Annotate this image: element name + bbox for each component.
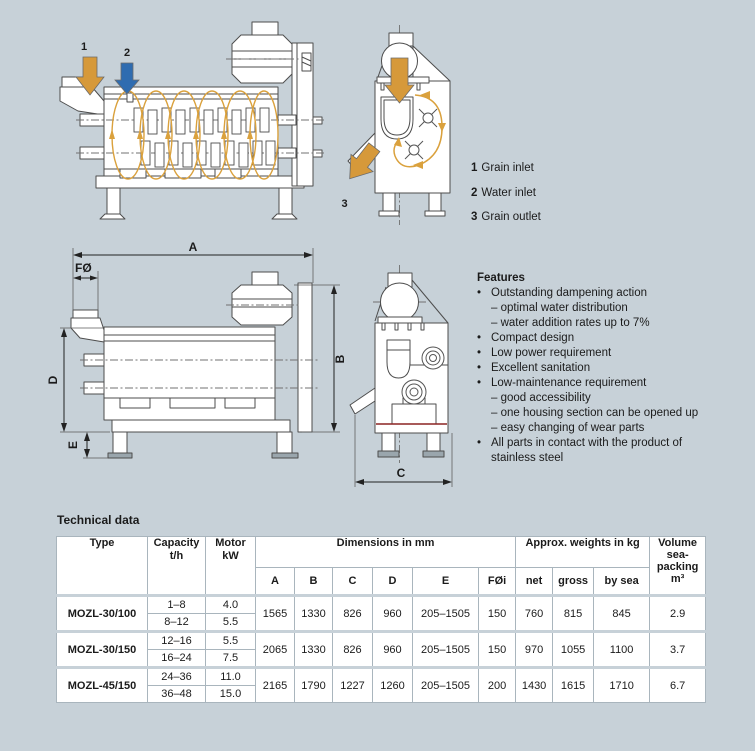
col-header-type: Type <box>57 537 148 596</box>
bullet-icon: • <box>477 362 482 374</box>
feature-item: • Outstanding dampening action <box>477 287 647 299</box>
side-view-illustration <box>50 13 348 228</box>
technical-data-table <box>56 536 706 703</box>
dim-label-b: B <box>333 354 347 364</box>
cell-dim-a: 1565 <box>256 596 295 632</box>
end-view-illustration <box>335 13 480 228</box>
features-section <box>477 271 717 466</box>
cell-bysea: 1710 <box>594 668 650 703</box>
cell-capacity: 24–36 <box>148 668 206 686</box>
feature-item: • Excellent sanitation <box>477 362 591 374</box>
motor-pedestal <box>252 22 278 35</box>
cell-dim-fo: 150 <box>479 596 516 632</box>
feature-subitem: – one housing section can be opened up <box>491 407 699 419</box>
bullet-icon: • <box>477 287 482 299</box>
table-group <box>57 632 706 668</box>
table-row <box>57 596 706 614</box>
cell-dim-d: 960 <box>373 596 413 632</box>
feature-item: • All parts in contact with the product of stainless steel <box>477 437 683 464</box>
feature-subitem: – easy changing of wear parts <box>491 422 645 434</box>
table-row <box>57 668 706 686</box>
water-pipe-stub <box>127 93 133 102</box>
cell-bysea: 845 <box>594 596 650 632</box>
cell-net: 1430 <box>516 668 553 703</box>
technical-data-table-wrap <box>56 536 706 703</box>
col-header-dim-d: D <box>373 568 413 596</box>
cell-dim-fo: 150 <box>479 632 516 668</box>
bullet-icon: • <box>477 437 482 449</box>
legend-num: 3 <box>471 211 478 223</box>
dimension-end-view <box>335 255 480 490</box>
feature-item: • Low-maintenance requirement <box>477 377 647 389</box>
cell-capacity: 12–16 <box>148 632 206 650</box>
col-header-dim-fo: FØi <box>479 568 516 596</box>
cell-motor: 15.0 <box>206 686 256 703</box>
cell-capacity: 8–12 <box>148 614 206 632</box>
cell-volume: 6.7 <box>650 668 706 703</box>
table-group <box>57 596 706 632</box>
cell-gross: 1055 <box>553 632 594 668</box>
legend-num: 2 <box>471 186 478 199</box>
legend <box>471 162 541 236</box>
cell-motor: 5.5 <box>206 614 256 632</box>
legend-item <box>471 162 541 174</box>
arrow-label-1: 1 <box>80 41 88 53</box>
cell-volume: 3.7 <box>650 632 706 668</box>
cell-gross: 815 <box>553 596 594 632</box>
cell-dim-a: 2065 <box>256 632 295 668</box>
cell-dim-e: 205–1505 <box>413 596 479 632</box>
col-header-weights: Approx. weights in kg <box>516 537 650 568</box>
cell-dim-d: 960 <box>373 632 413 668</box>
cell-dim-fo: 200 <box>479 668 516 703</box>
legend-num: 1 <box>471 162 478 174</box>
cell-capacity: 1–8 <box>148 596 206 614</box>
cell-capacity: 36–48 <box>148 686 206 703</box>
col-header-dim-a: A <box>256 568 295 596</box>
col-header-motor: Motor kW <box>206 537 256 596</box>
legend-item <box>471 211 541 223</box>
cell-type: MOZL-30/150 <box>57 632 148 668</box>
table-group <box>57 668 706 703</box>
arrow-label-3: 3 <box>341 198 348 210</box>
cell-dim-e: 205–1505 <box>413 668 479 703</box>
cell-dim-c: 1227 <box>333 668 373 703</box>
cell-dim-b: 1330 <box>295 632 333 668</box>
bullet-icon: • <box>477 332 482 344</box>
cell-dim-c: 826 <box>333 596 373 632</box>
arrow-label-2: 2 <box>123 47 131 59</box>
dim-label-e: E <box>66 440 80 450</box>
feature-item: • Low power requirement <box>477 347 612 359</box>
col-header-dim-b: B <box>295 568 333 596</box>
legend-label: Water inlet <box>481 186 536 199</box>
feature-item: • Compact design <box>477 332 575 344</box>
cell-gross: 1615 <box>553 668 594 703</box>
col-header-dimensions: Dimensions in mm <box>256 537 516 568</box>
cell-dim-a: 2165 <box>256 668 295 703</box>
feature-subitem: – optimal water distribution <box>491 302 628 314</box>
legend-item <box>471 187 541 199</box>
cell-type: MOZL-45/150 <box>57 668 148 703</box>
cell-dim-c: 826 <box>333 632 373 668</box>
col-header-dim-e: E <box>413 568 479 596</box>
cell-motor: 5.5 <box>206 632 256 650</box>
dim-label-d: D <box>46 375 60 385</box>
dim-label-fo: FØ <box>75 261 92 275</box>
col-header-bysea: by sea <box>594 568 650 596</box>
cell-motor: 11.0 <box>206 668 256 686</box>
col-header-gross: gross <box>553 568 594 596</box>
cell-type: MOZL-30/100 <box>57 596 148 632</box>
legend-label: Grain inlet <box>481 162 534 174</box>
col-header-volume: Volume sea- packing m³ <box>650 537 706 596</box>
cell-motor: 4.0 <box>206 596 256 614</box>
cell-dim-b: 1330 <box>295 596 333 632</box>
cell-volume: 2.9 <box>650 596 706 632</box>
cell-dim-e: 205–1505 <box>413 632 479 668</box>
feed-funnel <box>387 340 410 350</box>
legend-label: Grain outlet <box>481 211 541 223</box>
feed-funnel <box>381 97 413 139</box>
col-header-net: net <box>516 568 553 596</box>
discharge-chute <box>350 388 375 414</box>
cell-motor: 7.5 <box>206 650 256 668</box>
feature-subitem: – good accessibility <box>491 392 591 404</box>
cell-dim-d: 1260 <box>373 668 413 703</box>
col-header-dim-c: C <box>333 568 373 596</box>
cell-bysea: 1100 <box>594 632 650 668</box>
col-header-capacity: Capacity t/h <box>148 537 206 596</box>
features-title: Features <box>477 272 525 284</box>
dim-label-a: A <box>188 240 198 254</box>
dimension-side-view <box>46 238 350 478</box>
feature-subitem: – water addition rates up to 7% <box>491 317 650 329</box>
bullet-icon: • <box>477 377 482 389</box>
bullet-icon: • <box>477 347 482 359</box>
cell-capacity: 16–24 <box>148 650 206 668</box>
table-row <box>57 632 706 650</box>
dim-label-c: C <box>396 466 406 480</box>
cell-net: 760 <box>516 596 553 632</box>
machine-outline <box>71 272 312 458</box>
cell-net: 970 <box>516 632 553 668</box>
technical-data-title: Technical data <box>57 513 140 527</box>
cell-dim-b: 1790 <box>295 668 333 703</box>
pulley <box>381 283 419 321</box>
